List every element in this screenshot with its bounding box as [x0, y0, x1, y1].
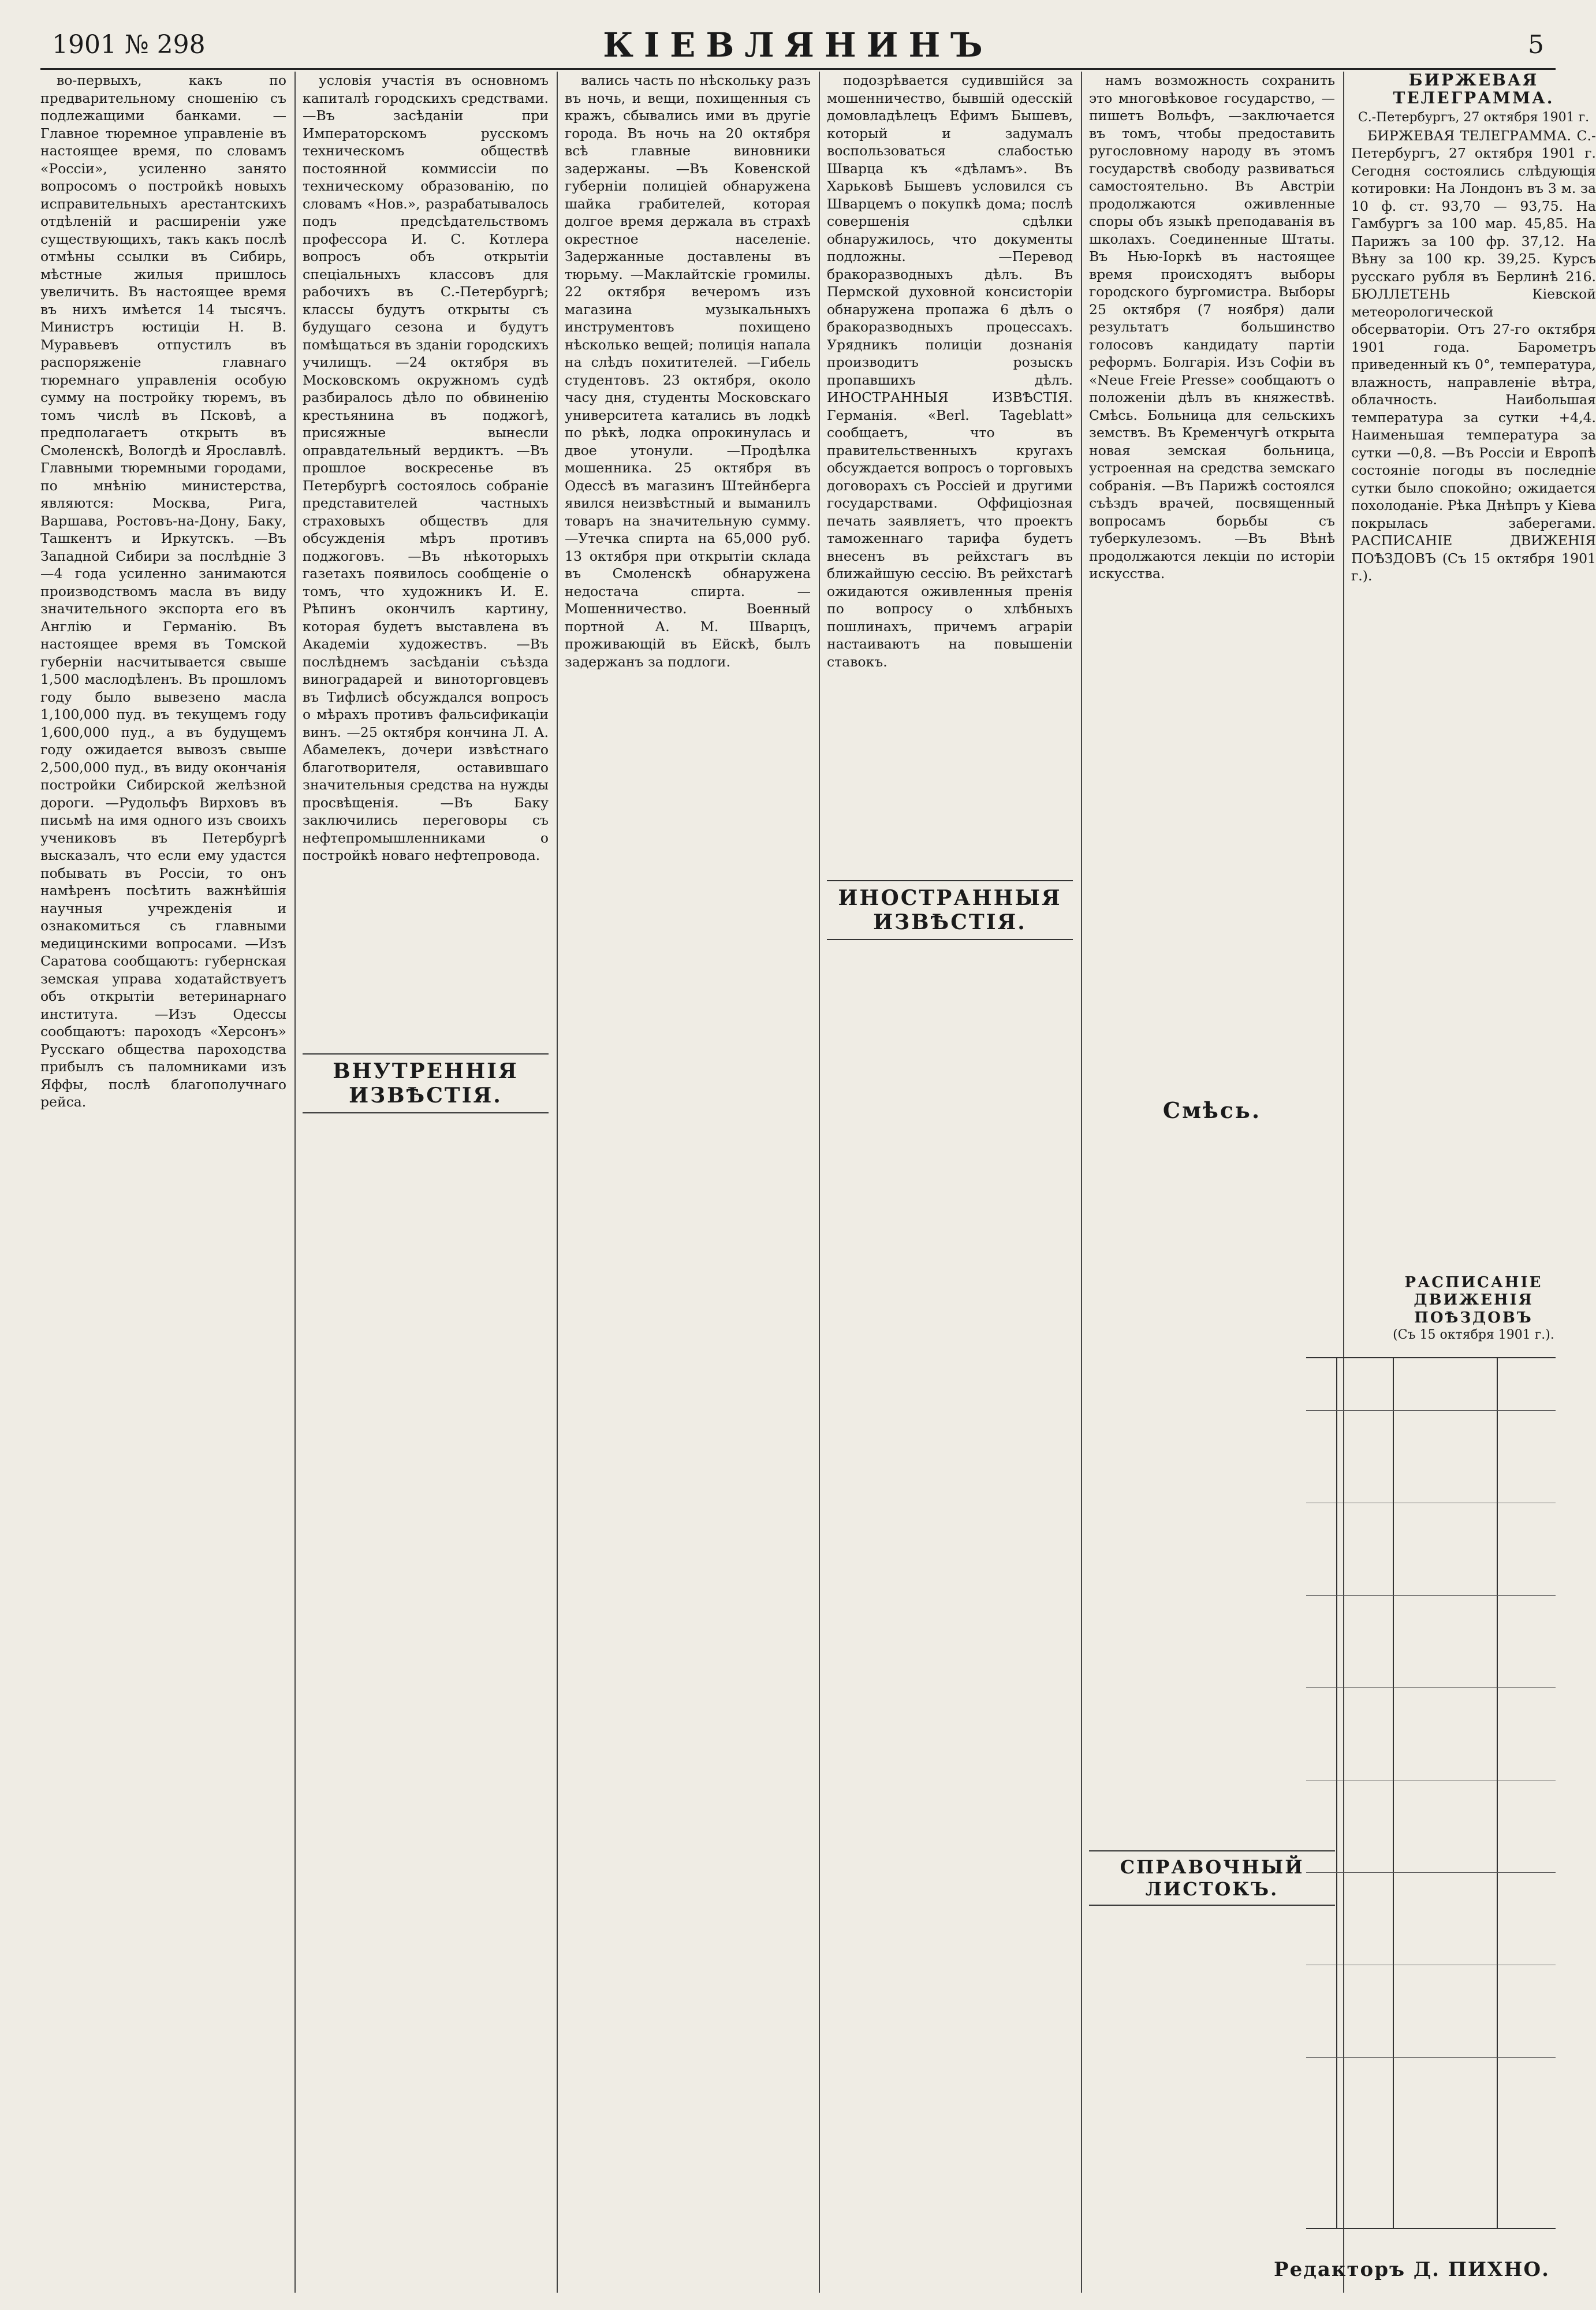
section-title-domestic: ВНУТРЕННІЯ ИЗВѢСТІЯ. [303, 1053, 549, 1113]
column-divider [294, 72, 296, 2293]
train-schedule-table [1306, 1357, 1556, 2229]
column-divider [819, 72, 820, 2293]
column-3 [565, 72, 811, 2293]
column-divider [1081, 72, 1082, 2293]
column-text: подозрѣвается судившійся за мошенничество, бывшій одесскій домовладѣлецъ Ефимъ Бышевъ, который и задумалъ воспользоваться слабостью Шварца къ «дѣламъ». Въ Харьковѣ Бышевъ условился съ Шварцемъ о покупкѣ дома; послѣ совершенія сдѣлки обнаружилось, что документы подложны. —Перевод бракоразводныхъ дѣлъ. Въ Пермской духовной консисторіи обнаружена пропажа 6 дѣлъ о бракоразводныхъ процессахъ. Урядникъ полиціи дознанія производитъ розыскъ пропавшихъ дѣлъ. ИНОСТРАННЫЯ ИЗВѢСТІЯ. Германія. «Berl. Tageblatt» сообщаетъ, что въ правительственныхъ кругахъ обсуждается вопросъ о торговыхъ договорахъ съ Россіей и другими государствами. Оффиціозная печать заявляетъ, что проектъ таможеннаго тарифа будетъ внесенъ въ рейхстагъ въ ближайшую сессію. Въ рейхстагѣ ожидаются оживленныя пренія по вопросу о хлѣбныхъ пошлинахъ, причемъ аграріи настаиваютъ на повышеніи ставокъ. [827, 72, 1073, 670]
column-2 [303, 72, 549, 2293]
column-divider [557, 72, 558, 2293]
column-5 [1089, 72, 1335, 2293]
column-text: вались часть по нѣскольку разъ въ ночь, и вещи, похищенныя съ кражъ, сбывались ими въ другіе города. Въ ночь на 20 октября всѣ главные виновники задержаны. —Въ Ковенской губерніи полиціей обнаружена шайка грабителей, которая долгое время держала въ страхѣ окрестное населеніе. Задержанные доставлены въ тюрьму. —Маклайтскіе громилы. 22 октября вечеромъ изъ магазина музыкальныхъ инструментовъ похищено нѣсколько вещей; полиція напала на слѣдъ похитителей. —Гибель студентовъ. 23 октября, около часу дня, студенты Московскаго университета катались въ лодкѣ по рѣкѣ, лодка опрокинулась и двое утонули. —Продѣлка мошенника. 25 октября въ Одессѣ въ магазинъ Штейнберга явился неизвѣстный и выманилъ товаръ на значительную сумму. —Утечка спирта на 65,000 руб. 13 октября при открытіи склада въ Смоленскѣ обнаружена недостача спирта. —Мошенничество. Военный портной А. М. Шварцъ, проживающій въ Ейскѣ, былъ задержанъ за подлоги. [565, 72, 811, 670]
masthead [40, 23, 1556, 70]
column-4 [827, 72, 1073, 2293]
section-title-trains: РАСПИСАНІЕ ДВИЖЕНІЯ ПОѢЗДОВЪ [1404, 1273, 1543, 1327]
column-text: БИРЖЕВАЯ ТЕЛЕГРАММА. С.-Петербургъ, 27 октября 1901 г. Сегодня состоялись слѣдующія котировки: На Лондонъ въ 3 м. за 10 ф. ст. 93,70 — 93,75. На Гамбургъ за 100 мар. 45,85. На Парижъ за 100 фр. 37,12. На Вѣну за 100 кр. 39,25. Курсъ русскаго рубля въ Берлинѣ 216. БЮЛЛЕТЕНЬ Кіевской метеорологической обсерваторіи. Отъ 27-го октября 1901 года. Барометръ приведенный къ 0°, температура, влажность, направленіе вѣтра, облачность. Наибольшая температура за сутки +4,4. Наименьшая температура за сутки —0,8. —Въ Россіи и Европѣ состояніе погоды въ последніе сутки было спокойно; ожидается похолоданіе. Рѣка Днѣпръ у Кіева покрылась заберегами. РАСПИСАНІЕ ДВИЖЕНІЯ ПОѢЗДОВЪ (Съ 15 октября 1901 г.). [1351, 127, 1596, 584]
editor-signature: Редакторъ Д. ПИХНО. [1274, 2258, 1550, 2281]
column-text: условія участія въ основномъ капиталѣ городскихъ средствами. —Въ засѣданіи при Императорскомъ русскомъ техническомъ обществѣ постоянной коммиссіи по техническому образованію, по словамъ «Нов.», разрабатывалось подъ предсѣдательствомъ профессора И. С. Котлера вопросъ объ открытіи спеціальныхъ классовъ для рабочихъ въ С.-Петербургѣ; классы будутъ открыты съ будущаго сезона и будутъ помѣщаться въ зданіи городскихъ училищъ. —24 октября въ Московскомъ окружномъ судѣ разбиралось дѣло по обвиненію крестьянина въ поджогѣ, присяжные вынесли оправдательный вердиктъ. —Въ прошлое воскресенье въ Петербургѣ состоялось собраніе представителей частныхъ страховыхъ обществъ для обсужденія мѣръ противъ поджоговъ. —Въ нѣкоторыхъ газетахъ появилось сообщеніе о томъ, что художникъ И. Е. Рѣпинъ окончилъ картину, которая будетъ выставлена въ Академіи художествъ. —Въ послѣднемъ засѣданіи съѣзда виноградарей и виноторговцевъ въ Тифлисѣ обсуждался вопросъ о мѣрахъ противъ фальсификаціи винъ. —25 октября кончина Л. А. Абамелекъ, дочери извѣстнаго благотворителя, оставившаго значительныя средства на нужды просвѣщенія. —Въ Баку заключились переговоры съ нефтепромышленниками о постройкѣ новаго нефтепровода. [303, 72, 549, 863]
column-text: намъ возможность сохранить это многовѣковое государство, —пишетъ Вольфъ, —заключается въ томъ, чтобы предоставить ругословному народу въ этомъ государствѣ свободу развиваться самостоятельно. Въ Австріи продолжаются оживленные споры объ языкѣ преподаванія въ школахъ. Соединенные Штаты. Въ Нью-Іоркѣ въ настоящее время происходятъ выборы городского бургомистра. Выборы 25 октября (7 ноября) дали результатъ большинство голосовъ кандидату партіи реформъ. Болгарія. Изъ Софіи въ «Neue Freie Presse» сообщаютъ о положеніи дѣлъ въ княжествѣ. Смѣсь. Больница для сельскихъ земствъ. Въ Кременчугѣ открыта новая земская больница, устроенная на средства земскаго собранія. —Въ Парижѣ состоялся съѣздъ врачей, посвященный вопросамъ борьбы съ туберкулезомъ. —Въ Вѣнѣ продолжаются лекціи по исторіи искусства. [1089, 72, 1335, 582]
column-text: во-первыхъ, какъ по предварительному сношенію съ подлежащими банками. —Главное тюремное управленіе въ настоящее время, по словамъ «Россіи», усиленно занято вопросомъ о постройкѣ новыхъ исправительныхъ арестантскихъ отдѣленій и расширеніи уже существующихъ, такъ какъ послѣ отмѣны ссылки въ Сибирь, мѣстные жилыя пришлось увеличить. Въ настоящее время въ нихъ имѣется 14 тысячъ. Министръ юстиціи Н. В. Муравьевъ отпустилъ въ распоряженіе главнаго тюремнаго управленія особую сумму на постройку тюремъ, въ томъ числѣ въ Псковѣ, а предполагаетъ открыть въ Смоленскѣ, Вологдѣ и Ярославлѣ. Главными тюремными городами, по мнѣнію министерства, являются: Москва, Рига, Варшава, Ростовъ-на-Дону, Баку, Ташкентъ и Иркутскъ. —Въ Западной Сибири за послѣдніе 3—4 года усиленно занимаются производствомъ масла въ виду значительного экспорта его въ Англію и Германію. Въ настоящее время въ Томской губерніи насчитывается свыше 1,500 маслодѣленъ. Въ прошломъ году было вывезено масла 1,100,000 пуд. въ текущемъ году 1,600,000 пуд., а въ будущемъ году ожидается вывозъ свыше 2,500,000 пуд., въ виду окончанія постройки Сибирской желѣзной дороги. —Рудольфъ Вирховъ въ письмѣ на имя одного изъ своихъ учениковъ въ Петербургѣ высказалъ, что если ему удастся побывать въ Россіи, то онъ намѣренъ посѣтить важнѣйшія научныя учрежденія и ознакомиться съ главными медицинскими вопросами. —Изъ Саратова сообщаютъ: губернская земская управа ходатайствуетъ объ открытіи ветеринарнаго института. —Изъ Одессы сообщаютъ: пароходъ «Херсонъ» Русскаго общества пароходства прибылъ съ паломниками изъ Яффы, послѣ благополучнаго рейса. [40, 72, 286, 1110]
page-number: 5 [1528, 30, 1544, 59]
newspaper-title: КІЕВЛЯНИНЪ [603, 25, 993, 65]
section-title-misc: Смѣсь. [1089, 1094, 1335, 1127]
column-1 [40, 72, 286, 2293]
section-title-reference: СПРАВОЧНЫЙ ЛИСТОКЪ. [1089, 1850, 1335, 1906]
issue-number: 1901 № 298 [52, 30, 206, 59]
section-title-exchange: БИРЖЕВАЯ ТЕЛЕГРАММА. [1393, 72, 1554, 107]
exchange-date: С.-Петербургъ, 27 октября 1901 г. [1358, 110, 1590, 125]
trains-date: (Съ 15 октября 1901 г.). [1393, 1328, 1554, 1342]
section-title-foreign: ИНОСТРАННЫЯ ИЗВѢСТІЯ. [827, 880, 1073, 940]
